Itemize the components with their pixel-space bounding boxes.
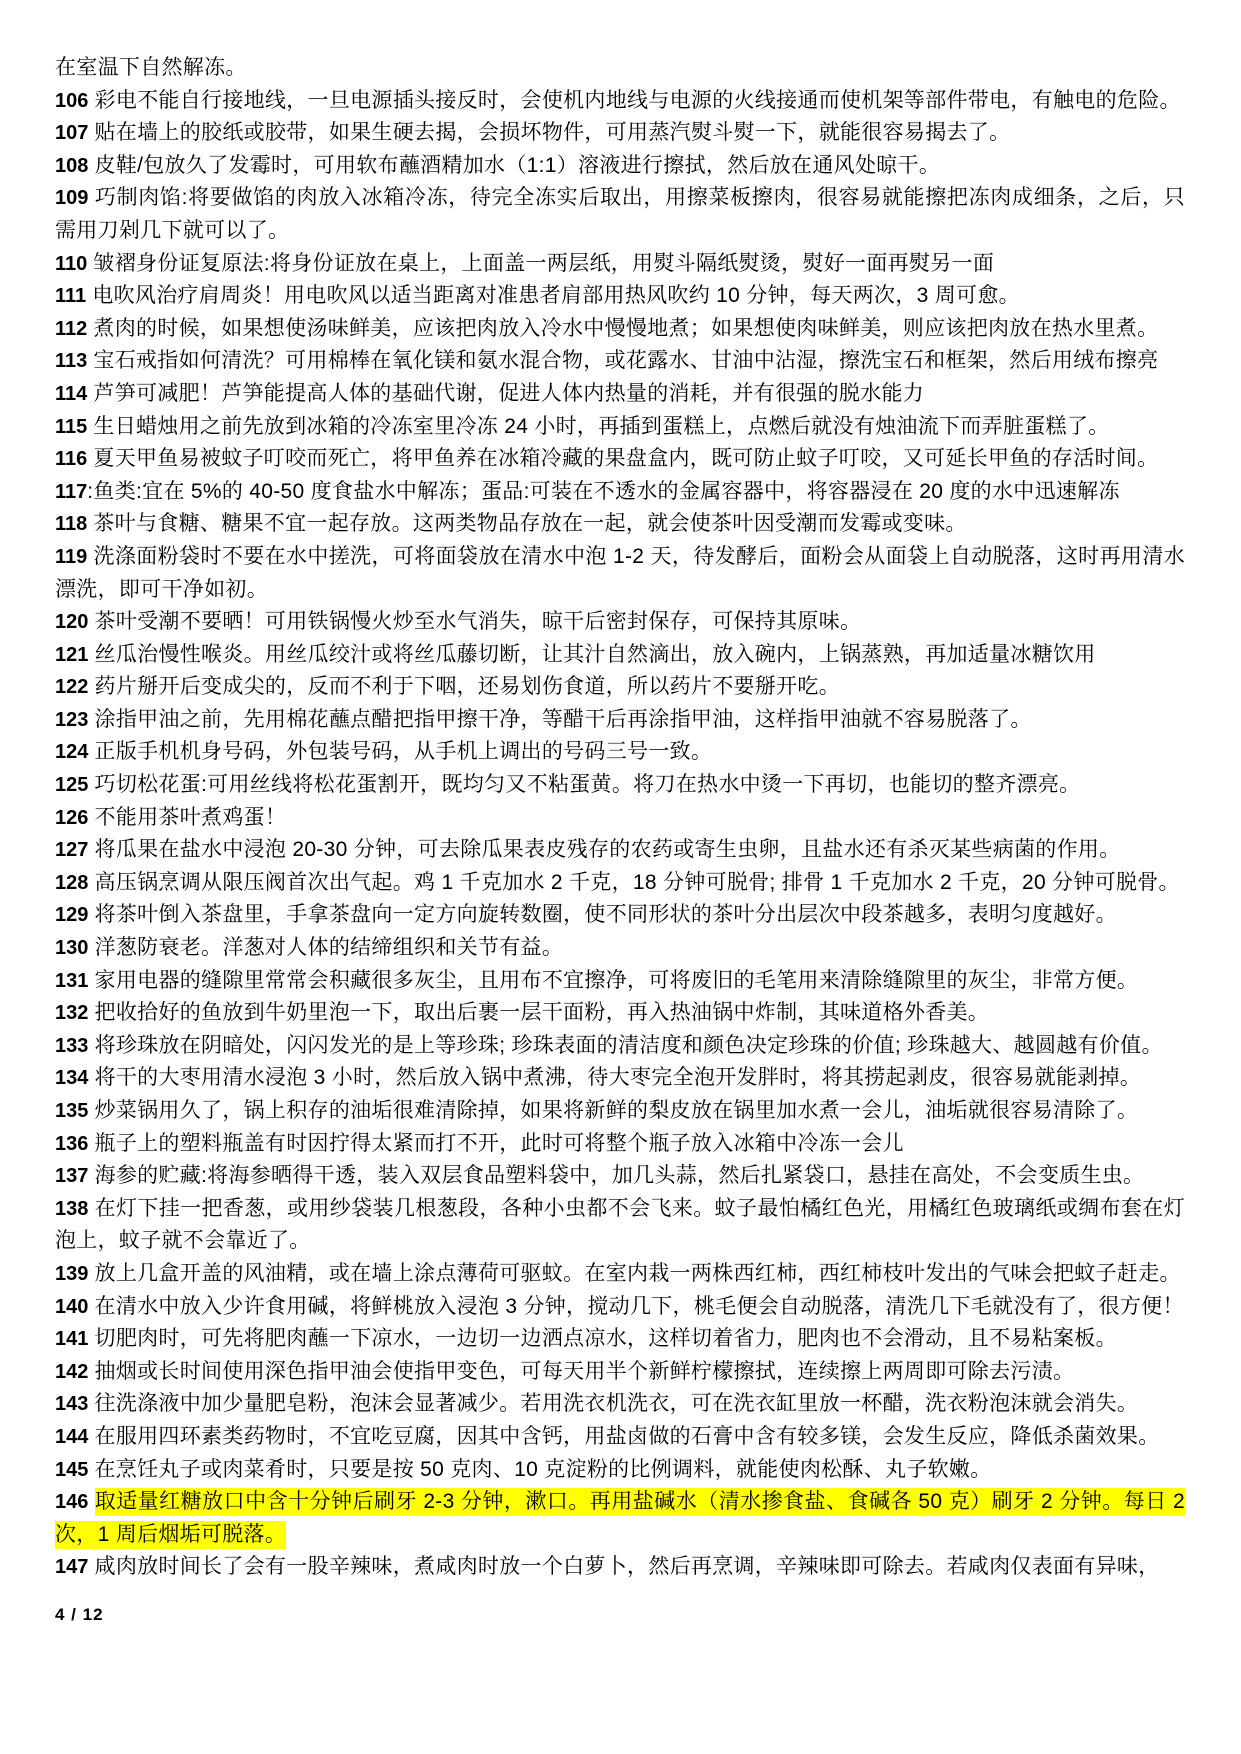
document-line	[55, 1062, 1185, 1095]
item-text: 家用电器的缝隙里常常会积藏很多灰尘，且用布不宜擦净，可将废旧的毛笔用来清除缝隙里的灰尘，非常方便。	[94, 968, 1139, 992]
item-number: 113	[55, 350, 88, 373]
document-line	[55, 1258, 1185, 1291]
item-number: 143	[55, 1393, 89, 1416]
item-text: 在服用四环素类药物时，不宜吃豆腐，因其中含钙，用盐卤做的石膏中含有较多镁，会发生反应，降低杀菌效果。	[94, 1424, 1160, 1448]
item-number: 141	[55, 1328, 89, 1351]
item-number: 114	[55, 382, 88, 405]
document-line	[55, 313, 1185, 346]
item-text: 洋葱防衰老。洋葱对人体的结缔组织和关节有益。	[94, 936, 564, 960]
item-text: 彩电不能自行接地线，一旦电源插头接反时，会使机内地线与电源的火线接通而使机架等部件带电，有触电的危险。	[94, 88, 1181, 112]
document-content	[55, 52, 1185, 1625]
item-text: 皱褶身份证复原法:将身份证放在桌上，上面盖一两层纸，用熨斗隔纸熨烫，熨好一面再熨另一面	[93, 251, 995, 275]
document-line	[55, 443, 1185, 476]
item-number: 123	[55, 708, 89, 731]
document-line	[55, 1291, 1185, 1324]
document-line	[55, 997, 1185, 1030]
item-text: 贴在墙上的胶纸或胶带，如果生硬去揭，会损坏物件，可用蒸汽熨斗熨一下，就能很容易揭去了。	[94, 121, 1011, 145]
item-number: 106	[55, 89, 89, 112]
item-number: 139	[55, 1262, 89, 1285]
document-line	[55, 378, 1185, 411]
item-number: 107	[55, 122, 89, 145]
document-line	[55, 182, 1185, 247]
item-number: 138	[55, 1197, 89, 1220]
item-number: 142	[55, 1360, 89, 1383]
document-line: 117:鱼类:宜在 5%的 40-50 度食盐水中解冻；蛋品:可装在不透水的金属容器中，将容器浸在 20 度的水中迅速解冻	[55, 479, 1120, 503]
item-number: 125	[55, 774, 89, 797]
document-line	[55, 1551, 1185, 1584]
item-text: 电吹风治疗肩周炎！用电吹风以适当距离对准患者肩部用热风吹约 10 分钟，每天两次，3 周可愈。	[92, 284, 1020, 308]
document-line	[55, 1030, 1185, 1063]
item-text: 洗涤面粉袋时不要在水中搓洗，可将面袋放在清水中泡 1-2 天，待发酵后，面粉会从面袋上自动脱落，这时再用清水漂洗，即可干净如初。	[55, 544, 1186, 601]
item-number: 116	[55, 448, 88, 471]
item-text: 药片掰开后变成尖的，反而不利于下咽，还易划伤食道，所以药片不要掰开吃。	[94, 675, 841, 699]
item-text: 瓶子上的塑料瓶盖有时因拧得太紧而打不开，此时可将整个瓶子放入冰箱中冷冻一会儿	[94, 1131, 904, 1155]
document-line	[55, 1388, 1185, 1421]
item-number: 117	[55, 480, 88, 503]
item-text: 在室温下自然解冻。	[55, 56, 247, 79]
item-number: 144	[55, 1425, 89, 1448]
document-line	[55, 248, 1185, 281]
document-line	[55, 85, 1185, 118]
item-text: 皮鞋/包放久了发霉时，可用软布蘸酒精加水（1:1）溶液进行擦拭，然后放在通风处晾干。	[94, 153, 941, 177]
document-line	[55, 1160, 1185, 1193]
item-text: 在灯下挂一把香葱，或用纱袋装几根葱段，各种小虫都不会飞来。蚊子最怕橘红色光，用橘红色玻璃纸或绸布套在灯泡上，蚊子就不会靠近了。	[55, 1196, 1185, 1253]
highlighted-item-text: 取适量红糖放口中含十分钟后刷牙 2-3 分钟，漱口。再用盐碱水（清水掺食盐、食碱各 50 克）刷牙 2 分钟。每日 2 次，1 周后烟垢可脱落。	[55, 1488, 1185, 1549]
item-number: 136	[55, 1132, 89, 1155]
item-number: 130	[55, 937, 89, 960]
document-line	[55, 1323, 1185, 1356]
document-line	[55, 867, 1185, 900]
item-number: 132	[55, 1002, 89, 1025]
item-text: 在清水中放入少许食用碱，将鲜桃放入浸泡 3 分钟，搅动几下，桃毛便会自动脱落，清洗几下毛就没有了，很方便！	[94, 1294, 1184, 1318]
document-line	[55, 1095, 1185, 1128]
document-line	[55, 606, 1185, 639]
item-text: 将瓜果在盐水中浸泡 20-30 分钟，可去除瓜果表皮残存的农药或寄生虫卵，且盐水还有杀灭某些病菌的作用。	[94, 838, 1121, 862]
item-text: 将珍珠放在阴暗处，闪闪发光的是上等珍珠; 珍珠表面的清洁度和颜色决定珍珠的价值; 珍珠越大、越圆越有价值。	[94, 1033, 1163, 1057]
document-line	[55, 1128, 1185, 1161]
item-number: 120	[55, 611, 89, 634]
document-line	[55, 769, 1185, 802]
item-text: 高压锅烹调从限压阀首次出气起。鸡 1 千克加水 2 千克，18 分钟可脱骨; 排骨 1 千克加水 2 千克，20 分钟可脱骨。	[94, 870, 1180, 894]
document-line	[55, 834, 1185, 867]
item-number: 119	[55, 545, 88, 568]
document-line	[55, 1421, 1185, 1454]
document-line	[55, 1193, 1185, 1258]
item-text: 往洗涤液中加少量肥皂粉，泡沫会显著减少。若用洗衣机洗衣，可在洗衣缸里放一杯醋，洗衣粉泡沫就会消失。	[94, 1392, 1139, 1416]
document-line	[55, 736, 1185, 769]
document-line	[55, 150, 1185, 183]
item-text: 放上几盒开盖的风油精，或在墙上涂点薄荷可驱蚊。在室内栽一两株西红柿，西红柿枝叶发出的气味会把蚊子赶走。	[94, 1261, 1181, 1285]
item-text: 丝瓜治慢性喉炎。用丝瓜绞汁或将丝瓜藤切断，让其汁自然滴出，放入碗内，上锅蒸熟，再加适量冰糖饮用	[94, 642, 1096, 666]
item-text: 将干的大枣用清水浸泡 3 小时，然后放入锅中煮沸，待大枣完全泡开发胖时，将其捞起剥皮，很容易就能剥掉。	[94, 1066, 1142, 1090]
document-line	[55, 932, 1185, 965]
item-text: 芦笋可减肥！芦笋能提高人体的基础代谢，促进人体内热量的消耗，并有很强的脱水能力	[93, 381, 925, 405]
item-number: 110	[55, 252, 88, 275]
item-number: 108	[55, 154, 89, 177]
item-number: 147	[55, 1556, 89, 1579]
item-number: 118	[55, 513, 88, 536]
item-number: 109	[55, 187, 89, 210]
document-line	[55, 704, 1185, 737]
page-number: 4 / 12	[55, 1604, 104, 1624]
item-text: 将茶叶倒入茶盘里，手拿茶盘向一定方向旋转数圈，使不同形状的茶叶分出层次中段茶越多，表明匀度越好。	[94, 903, 1117, 927]
document-line	[55, 1356, 1185, 1389]
item-number: 129	[55, 904, 89, 927]
document-line	[55, 1486, 1185, 1551]
document-line	[55, 52, 1185, 85]
item-text: 巧切松花蛋:可用丝线将松花蛋割开，既均匀又不粘蛋黄。将刀在热水中烫一下再切，也能切的整齐漂亮。	[94, 773, 1081, 797]
document-line	[55, 541, 1185, 606]
document-line	[55, 639, 1185, 672]
item-number: 137	[55, 1165, 89, 1188]
document-line	[55, 965, 1185, 998]
page-footer	[55, 1605, 1185, 1625]
document-body	[55, 52, 1185, 1584]
item-text: 抽烟或长时间使用深色指甲油会使指甲变色，可每天用半个新鲜柠檬擦拭，连续擦上两周即可除去污渍。	[94, 1359, 1075, 1383]
item-text: 正版手机机身号码，外包装号码，从手机上调出的号码三号一致。	[94, 740, 713, 764]
item-text: 鱼类:宜在 5%的 40-50 度食盐水中解冻；蛋品:可装在不透水的金属容器中，将容器浸在 20 度的水中迅速解冻	[93, 479, 1120, 503]
item-text: 生日蜡烛用之前先放到冰箱的冷冻室里冷冻 24 小时，再插到蛋糕上，点燃后就没有烛油流下而弄脏蛋糕了。	[93, 414, 1110, 438]
document-line	[55, 411, 1185, 444]
item-number: 121	[55, 643, 89, 666]
item-number: 145	[55, 1458, 89, 1481]
item-number: 128	[55, 871, 89, 894]
item-number: 146	[55, 1491, 89, 1514]
item-number: 133	[55, 1034, 89, 1057]
item-number: 126	[55, 806, 89, 829]
item-number: 111	[55, 285, 87, 308]
item-number: 135	[55, 1100, 89, 1122]
document-line	[55, 280, 1185, 313]
document-line	[55, 1454, 1185, 1487]
item-text: 夏天甲鱼易被蚊子叮咬而死亡，将甲鱼养在冰箱冷藏的果盘盒内，既可防止蚊子叮咬，又可延长甲鱼的存活时间。	[93, 447, 1159, 471]
item-number: 134	[55, 1067, 89, 1090]
item-text: 茶叶与食糖、糖果不宜一起存放。这两类物品存放在一起，就会使茶叶因受潮而发霉或变味。	[93, 512, 967, 536]
document-line	[55, 345, 1185, 378]
item-text: 在烹饪丸子或肉菜肴时，只要是按 50 克肉、10 克淀粉的比例调料，就能使肉松酥、丸子软嫩。	[94, 1457, 992, 1481]
item-number: 112	[55, 317, 88, 340]
item-number: 115	[55, 415, 88, 438]
item-number: 131	[55, 969, 89, 992]
document-line	[55, 508, 1185, 541]
item-number: 140	[55, 1295, 89, 1318]
item-text: 炒菜锅用久了，锅上积存的油垢很难清除掉，如果将新鲜的梨皮放在锅里加水煮一会儿，油垢就很容易清除了。	[94, 1099, 1139, 1122]
item-text: 煮肉的时候，如果想使汤味鲜美，应该把肉放入冷水中慢慢地煮；如果想使肉味鲜美，则应该把肉放在热水里煮。	[93, 316, 1159, 340]
item-text: 咸肉放时间长了会有一股辛辣味，煮咸肉时放一个白萝卜，然后再烹调，辛辣味即可除去。若咸肉仅表面有异味，	[94, 1555, 1160, 1579]
item-number: 122	[55, 676, 89, 699]
document-line	[55, 671, 1185, 704]
item-number: 124	[55, 741, 89, 764]
item-text: 海参的贮藏:将海参晒得干透，装入双层食品塑料袋中，加几头蒜，然后扎紧袋口，悬挂在高处，不会变质生虫。	[94, 1164, 1145, 1188]
item-text: 茶叶受潮不要晒！可用铁锅慢火炒至水气消失，晾干后密封保存，可保持其原味。	[94, 610, 862, 634]
item-text: 切肥肉时，可先将肥肉蘸一下凉水，一边切一边洒点凉水，这样切着省力，肥肉也不会滑动，且不易粘案板。	[94, 1327, 1117, 1351]
item-number: 127	[55, 839, 89, 862]
document-line	[55, 117, 1185, 150]
item-text: 涂指甲油之前，先用棉花蘸点醋把指甲擦干净，等醋干后再涂指甲油，这样指甲油就不容易脱落了。	[94, 707, 1032, 731]
document-line	[55, 802, 1185, 835]
item-text: 不能用茶叶煮鸡蛋！	[94, 805, 287, 829]
document-line	[55, 899, 1185, 932]
item-text: 把收拾好的鱼放到牛奶里泡一下，取出后裹一层干面粉，再入热油锅中炸制，其味道格外香美。	[94, 1001, 990, 1025]
item-text: 巧制肉馅:将要做馅的肉放入冰箱冷冻，待完全冻实后取出，用擦菜板擦肉，很容易就能擦把冻肉成细条，之后，只需用刀剁几下就可以了。	[55, 186, 1185, 242]
item-text: 宝石戒指如何清洗？可用棉棒在氧化镁和氨水混合物，或花露水、甘油中沾湿，擦洗宝石和框架，然后用绒布擦亮	[93, 349, 1159, 373]
